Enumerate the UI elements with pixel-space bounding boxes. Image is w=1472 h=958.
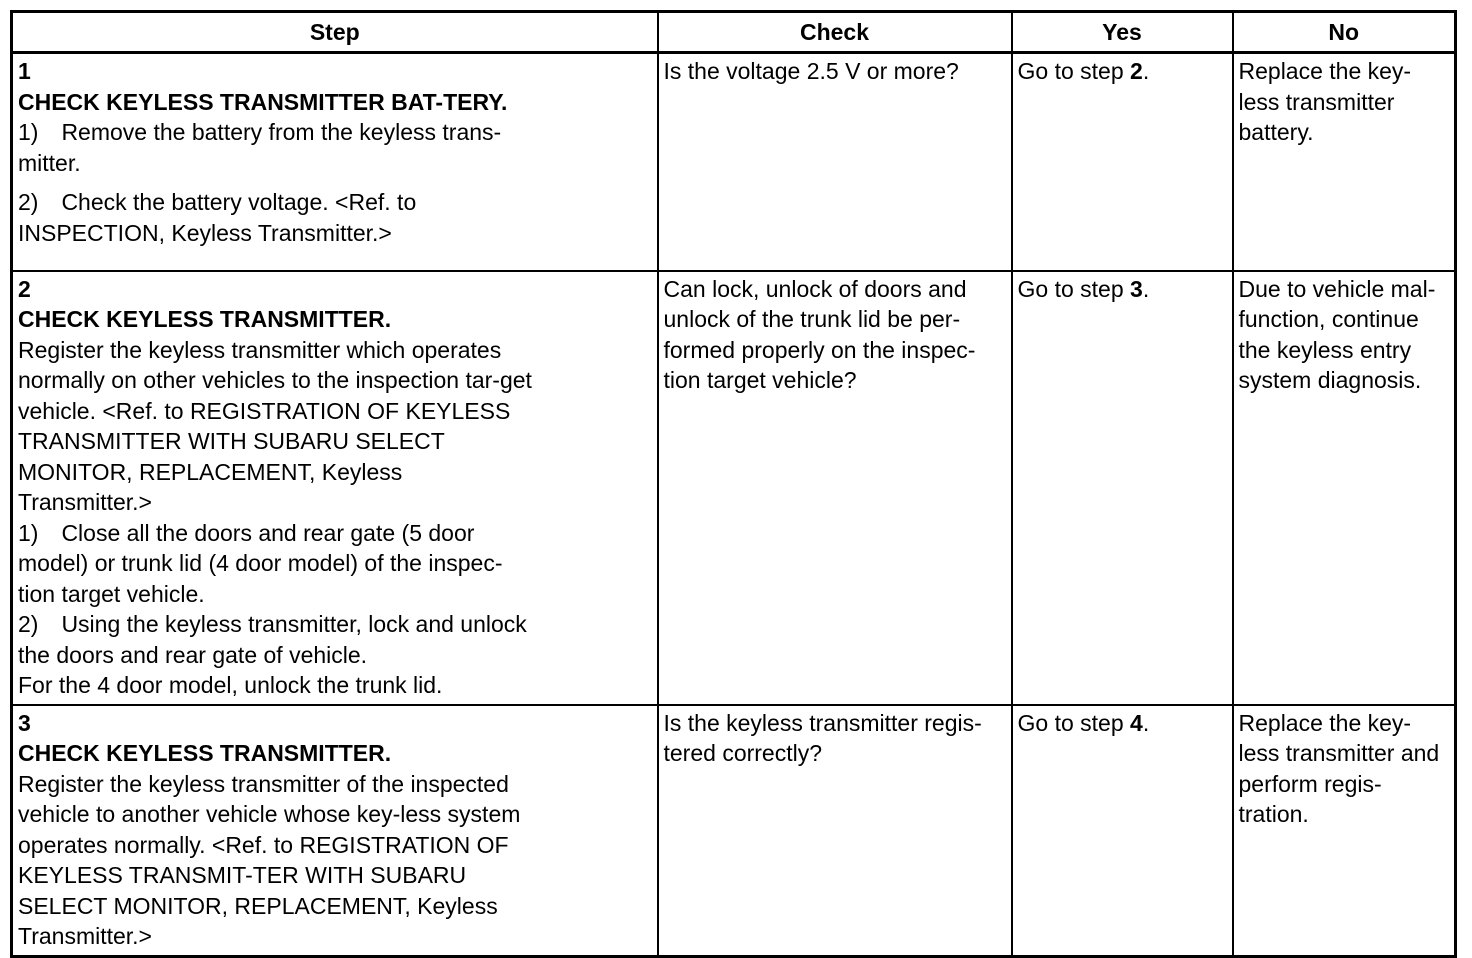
step-title: CHECK KEYLESS TRANSMITTER BAT-TERY. (18, 88, 508, 115)
yes-cell (1012, 705, 1233, 957)
diagnosis-table (10, 10, 1457, 958)
step-number: 2 (18, 275, 31, 302)
header-no: No (1233, 12, 1456, 53)
step-substep: 1) Close all the doors and rear gate (5 door model) or trunk lid (4 door model) of the inspec-tion target vehicle. (18, 519, 503, 607)
check-cell: Can lock, unlock of doors and unlock of the trunk lid be per-formed properly on the inspec-tion target vehicle? (658, 271, 1012, 705)
yes-cell (1012, 271, 1233, 705)
yes-suffix: . (1142, 275, 1150, 302)
yes-cell (1012, 53, 1233, 271)
step-title: CHECK KEYLESS TRANSMITTER. (18, 306, 392, 332)
step-body (18, 87, 534, 249)
no-cell: Replace the key-less transmitter battery. (1233, 53, 1456, 271)
no-cell: Replace the key-less transmitter and perform regis-tration. (1233, 705, 1456, 957)
yes-step-link[interactable]: 3 (1130, 275, 1143, 302)
header-step: Step (12, 12, 658, 53)
step-cell (12, 271, 658, 705)
step-number: 1 (18, 58, 31, 84)
step-body (18, 304, 534, 701)
table-row (12, 705, 1456, 957)
step-cell (12, 53, 658, 271)
step-note: For the 4 door model, unlock the trunk lid. (18, 672, 443, 698)
step-title: CHECK KEYLESS TRANSMITTER. (18, 740, 392, 766)
yes-text: Go to step (1017, 709, 1131, 736)
header-check: Check (658, 12, 1012, 53)
step-body (18, 738, 534, 952)
table-row (12, 271, 1456, 705)
step-substep: 2) Check the battery voltage. <Ref. to INSPECTION, Keyless Transmitter.> (18, 189, 417, 246)
table-row (12, 53, 1456, 271)
step-substep: 1) Remove the battery from the keyless trans-mitter. (18, 119, 502, 176)
yes-suffix: . (1142, 58, 1150, 84)
no-cell: Due to vehicle mal-function, continue the keyless entry system diagnosis. (1233, 271, 1456, 705)
check-cell: Is the voltage 2.5 V or more? (658, 53, 1012, 271)
header-yes: Yes (1012, 12, 1233, 53)
step-cell (12, 705, 658, 957)
check-cell: Is the keyless transmitter regis-tered correctly? (658, 705, 1012, 957)
yes-step-link[interactable]: 4 (1130, 709, 1143, 736)
yes-suffix: . (1142, 709, 1150, 736)
step-description: Register the keyless transmitter which operates normally on other vehicles to the inspection tar-get vehicle. <Ref. to REGISTRATION OF KEYLESS TRANSMITTER WITH SUBARU SELECT MONITOR, REPLACEMENT, Keyless Transmitter.> (18, 336, 532, 515)
step-substep: 2) Using the keyless transmitter, lock and unlock the doors and rear gate of vehicle. (18, 611, 527, 668)
step-number: 3 (18, 709, 31, 736)
yes-text: Go to step (1017, 58, 1131, 84)
step-description: Register the keyless transmitter of the inspected vehicle to another vehicle whose key-less system operates normally. <Ref. to REGISTRATION OF KEYLESS TRANSMIT-TER WITH SUBARU SELECT MONITOR, REPLACEMENT, Keyless Transmitter.> (18, 770, 521, 949)
yes-text: Go to step (1017, 275, 1131, 302)
yes-step-link[interactable]: 2 (1130, 58, 1143, 84)
table-header-row (12, 12, 1456, 53)
